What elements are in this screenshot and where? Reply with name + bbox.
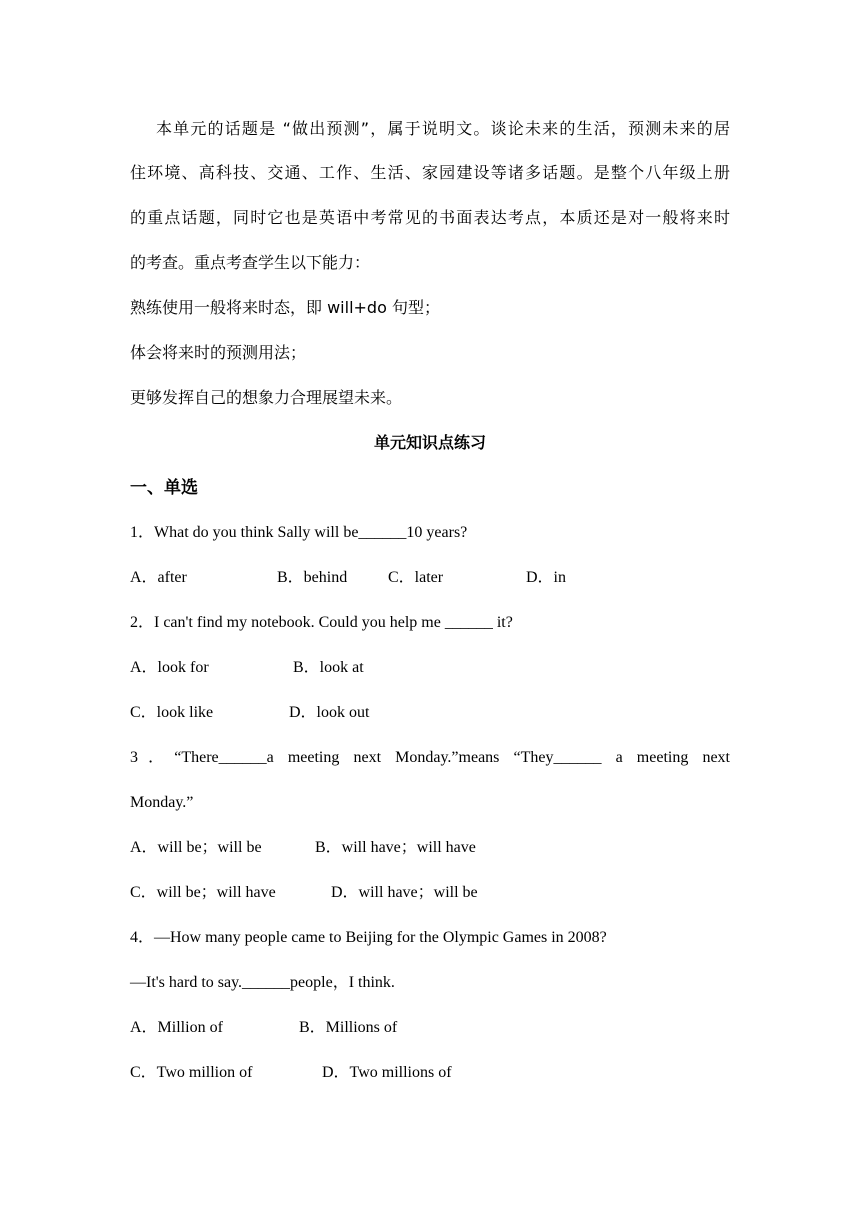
question-2-stem: 2．I can't find my notebook. Could you help me ______ it?: [130, 614, 513, 631]
question-4-stem-line-2: —It's hard to say.______people，I think.: [130, 974, 395, 991]
question-1-stem: 1．What do you think Sally will be______10 years?: [130, 524, 468, 541]
question-4-option-b: B．Millions of: [299, 1019, 398, 1036]
question-1-option-d: D．in: [526, 569, 567, 586]
question-3-stem-line-2: Monday.”: [130, 794, 194, 811]
question-1-option-c: C．later: [388, 569, 444, 586]
question-4-option-a: A．Million of: [130, 1019, 223, 1036]
practice-heading: 单元知识点练习: [373, 433, 486, 452]
intro-line-1: 本单元的话题是 “做出预测”，属于说明文。谈论未来的生活，预测未来的居: [156, 119, 730, 138]
question-1-option-b: B．behind: [277, 569, 348, 586]
question-1-option-a: A．after: [130, 569, 187, 586]
ability-item-2: 体会将来时的预测用法；: [130, 343, 307, 362]
question-3-option-b: B．will have；will have: [315, 839, 476, 856]
question-3-option-a: A．will be；will be: [130, 839, 262, 856]
intro-line-4: 的考查。重点考查学生以下能力：: [130, 253, 371, 272]
question-4-stem-line-1: 4．—How many people came to Beijing for the Olympic Games in 2008?: [130, 929, 607, 946]
question-3-stem-line-1: 3．“There______a meeting next Monday.”means “They______ a meeting next: [130, 749, 730, 766]
ability-item-1: 熟练使用一般将来时态，即 will+do 句型；: [130, 298, 440, 317]
intro-line-3: 的重点话题，同时它也是英语中考常见的书面表达考点，本质还是对一般将来时: [130, 208, 730, 227]
question-4-option-c: C．Two million of: [130, 1064, 253, 1081]
question-3-option-c: C．will be；will have: [130, 884, 276, 901]
intro-line-2: 住环境、高科技、交通、工作、生活、家园建设等诸多话题。是整个八年级上册: [130, 163, 730, 182]
question-2-option-c: C．look like: [130, 704, 214, 721]
ability-item-3: 更够发挥自己的想象力合理展望未来。: [130, 388, 403, 407]
question-2-option-a: A．look for: [130, 659, 209, 676]
question-4-option-d: D．Two millions of: [322, 1064, 452, 1081]
section-title: 一、单选: [130, 478, 198, 498]
question-2-option-b: B．look at: [293, 659, 364, 676]
question-2-option-d: D．look out: [289, 704, 370, 721]
question-3-option-d: D．will have；will be: [331, 884, 478, 901]
